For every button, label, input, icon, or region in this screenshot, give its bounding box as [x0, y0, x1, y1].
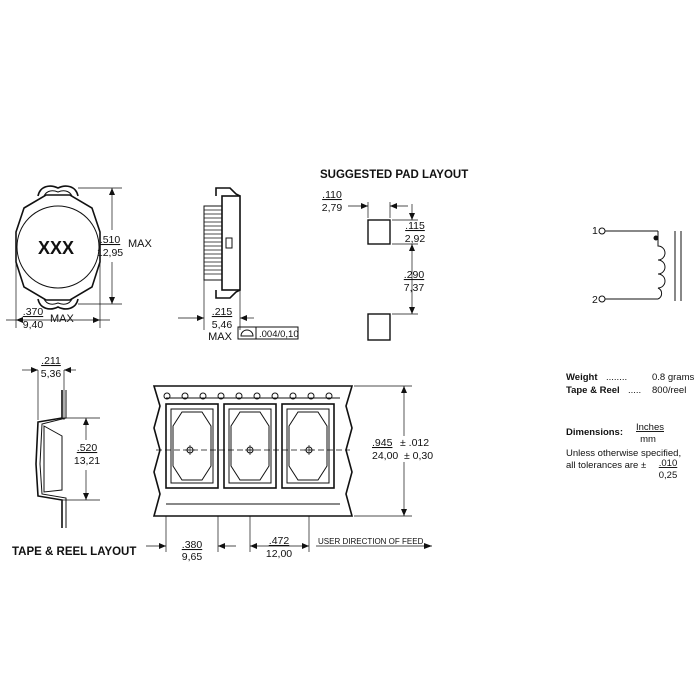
- inductor-coil: [658, 231, 665, 299]
- pin1-label: 1: [592, 225, 598, 237]
- tolerance-line2: all tolerances are ±: [566, 460, 647, 471]
- pad-width-mm: 2,79: [321, 202, 343, 214]
- top-view: [6, 186, 153, 331]
- tolerance-in: .010: [658, 458, 678, 469]
- coplanarity-value: .004/0,10: [259, 329, 299, 340]
- dim-unit-bottom: mm: [640, 434, 656, 445]
- weight-dots: ........: [606, 372, 628, 383]
- depth-mm: 5,46: [211, 319, 233, 331]
- pad-height-in: .115: [405, 220, 425, 232]
- tape-width-tol-mm: ± 0,30: [404, 450, 434, 462]
- tape-label: Tape & Reel: [566, 385, 620, 396]
- tape-width-mm: 24,00: [372, 450, 399, 462]
- schematic: [592, 225, 681, 306]
- tape-dots: .....: [628, 385, 642, 396]
- pitch-mm: 12,00: [265, 548, 293, 560]
- weight-value: 0.8 grams: [652, 372, 695, 383]
- carrier-tape: [146, 386, 433, 563]
- pad-bottom: [368, 314, 390, 340]
- pad-top: [368, 220, 390, 244]
- side-top-clip: [216, 188, 240, 196]
- pocket-depth-in: .211: [41, 355, 61, 367]
- pocket-width-mm: 9,65: [181, 551, 203, 563]
- depth-max: MAX: [208, 331, 232, 343]
- pitch-in: .472: [268, 535, 290, 547]
- tolerance-line1: Unless otherwise specified,: [566, 448, 682, 459]
- pocket-section: [22, 355, 100, 528]
- pad-width-in: .110: [322, 189, 342, 201]
- pad-layout: [320, 169, 468, 340]
- width-in: .370: [22, 306, 44, 318]
- tape-value: 800/reel: [652, 385, 687, 396]
- pocket-len-mm: 13,21: [73, 455, 101, 467]
- pad-height-mm: 2,92: [404, 233, 426, 245]
- tape-pocket-3: [282, 404, 334, 488]
- width-max: MAX: [50, 313, 74, 325]
- side-view: [178, 188, 299, 343]
- depth-in: .215: [211, 306, 233, 318]
- pocket-len-in: .520: [76, 442, 98, 454]
- tape-width-tol-in: ± .012: [400, 437, 430, 449]
- weight-label: Weight: [566, 372, 598, 383]
- tape-pocket-1: [166, 404, 218, 488]
- pocket-part: [44, 426, 62, 492]
- height-max: MAX: [128, 238, 152, 250]
- part-marking: XXX: [37, 238, 75, 258]
- dim-unit-top: Inches: [636, 422, 664, 433]
- tape-width-in: .945: [372, 437, 393, 449]
- pad-layout-title: SUGGESTED PAD LAYOUT: [320, 169, 469, 181]
- tolerance-mm: 0,25: [658, 470, 678, 481]
- winding-hatch: [204, 210, 222, 274]
- height-in: .510: [99, 234, 121, 246]
- pad-gap-in: .290: [403, 269, 425, 281]
- side-cap: [222, 196, 240, 290]
- tape-reel-title: TAPE & REEL LAYOUT: [12, 546, 137, 558]
- side-bottom-clip: [216, 290, 240, 298]
- flatness-icon: [241, 330, 253, 336]
- pocket-width-in: .380: [181, 539, 203, 551]
- tape-pocket-2: [224, 404, 276, 488]
- dimensions-label: Dimensions:: [566, 427, 624, 438]
- feed-direction-label: USER DIRECTION OF FEED: [318, 537, 424, 546]
- side-core: [204, 206, 222, 280]
- pad-gap-mm: 7,37: [403, 282, 425, 294]
- specs: [566, 372, 694, 481]
- pin2-label: 2: [592, 294, 598, 306]
- width-mm: 9,40: [22, 319, 44, 331]
- height-mm: 12,95: [96, 247, 124, 259]
- pocket-depth-mm: 5,36: [40, 368, 62, 380]
